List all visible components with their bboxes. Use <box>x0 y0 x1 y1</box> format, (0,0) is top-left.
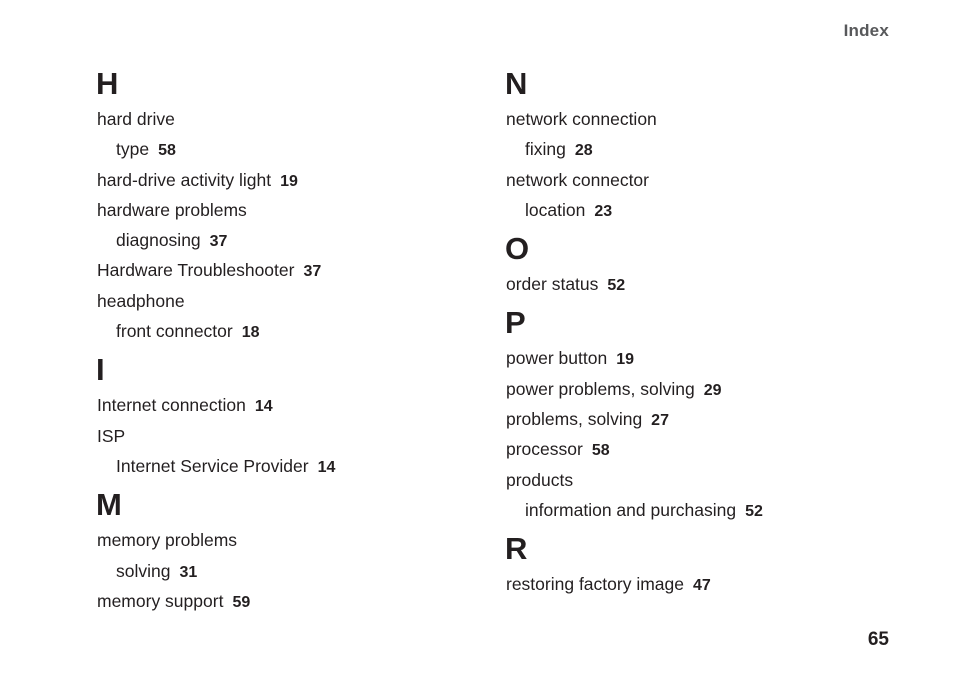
index-entry <box>506 465 886 495</box>
index-section-h <box>97 64 477 346</box>
section-letter: N <box>505 66 528 101</box>
index-entry <box>506 343 886 373</box>
section-letter: I <box>96 352 105 388</box>
index-entry <box>506 569 886 599</box>
entry-text: power button <box>506 348 608 369</box>
entry-text: products <box>506 469 574 490</box>
index-entry <box>97 525 477 555</box>
index-entry <box>97 104 477 134</box>
page-reference: 23 <box>594 202 613 220</box>
page-reference: 19 <box>616 351 634 369</box>
index-entry <box>97 286 477 316</box>
index-section-m <box>97 485 477 616</box>
entry-text: fixing <box>525 139 566 160</box>
entry-text: type <box>116 139 150 160</box>
page-reference: 29 <box>703 381 722 399</box>
page-reference: 47 <box>693 577 711 595</box>
entry-text: memory problems <box>97 530 238 551</box>
index-entry <box>97 255 477 285</box>
page-reference: 52 <box>745 502 763 520</box>
entry-text: processor <box>506 439 583 460</box>
page-reference: 28 <box>574 142 593 160</box>
index-entry <box>506 434 886 464</box>
index-subentry <box>97 134 477 164</box>
index-section-p <box>506 303 886 525</box>
index-column-right <box>506 64 886 600</box>
entry-text: diagnosing <box>116 230 201 251</box>
entry-text: power problems, solving <box>506 378 695 399</box>
index-section-o <box>506 229 886 299</box>
index-entry <box>97 390 477 420</box>
entry-text: Internet connection <box>97 395 246 416</box>
index-section-i <box>97 350 477 481</box>
index-section-r <box>506 529 886 599</box>
page-reference: 58 <box>158 142 176 160</box>
index-subentry <box>506 195 886 225</box>
index-subentry <box>97 451 477 481</box>
page-reference: 27 <box>651 412 669 430</box>
index-entry <box>506 165 886 195</box>
index-entry <box>97 165 477 195</box>
index-entry <box>506 104 886 134</box>
entry-text: hard drive <box>97 109 175 129</box>
page-reference: 59 <box>232 593 251 611</box>
index-entry <box>506 404 886 434</box>
page-number: 65 <box>867 629 889 650</box>
page-reference: 37 <box>209 233 228 251</box>
index-subentry <box>97 556 477 586</box>
entry-text: restoring factory image <box>506 574 684 595</box>
index-entry <box>97 421 477 451</box>
page-reference: 18 <box>241 324 260 342</box>
entry-text: solving <box>116 560 171 581</box>
entry-text: information and purchasing <box>525 499 737 520</box>
index-entry <box>506 374 886 404</box>
running-head-title: Index <box>843 21 889 40</box>
page-reference: 31 <box>179 563 198 581</box>
page-reference: 14 <box>254 398 273 416</box>
entry-text: Hardware Troubleshooter <box>97 260 295 281</box>
entry-text: problems, solving <box>506 409 643 430</box>
entry-text: Internet Service Provider <box>116 455 309 476</box>
index-subentry <box>506 134 886 164</box>
entry-text: network connection <box>506 109 657 129</box>
index-entry <box>97 195 477 225</box>
page-reference: 58 <box>591 442 610 460</box>
index-entry <box>506 269 886 299</box>
page-reference: 37 <box>303 263 322 281</box>
entry-text: memory support <box>97 590 224 611</box>
page-reference: 19 <box>280 172 298 190</box>
index-column-left <box>97 64 477 616</box>
entry-text: location <box>525 199 586 220</box>
section-letter: H <box>96 66 119 101</box>
index-subentry <box>506 495 886 525</box>
index-entry <box>97 586 477 616</box>
index-section-n <box>506 64 886 225</box>
section-letter: M <box>96 487 122 523</box>
index-subentry <box>97 316 477 346</box>
entry-text: network connector <box>506 169 649 190</box>
section-letter: O <box>505 231 530 267</box>
entry-text: headphone <box>97 290 185 311</box>
entry-text: hard-drive activity light <box>97 169 272 190</box>
section-letter: P <box>505 305 526 341</box>
page-reference: 14 <box>317 458 336 476</box>
entry-text: front connector <box>116 321 233 342</box>
section-letter: R <box>505 531 528 567</box>
entry-text: ISP <box>97 425 126 446</box>
index-subentry <box>97 225 477 255</box>
entry-text: order status <box>506 274 599 295</box>
entry-text: hardware problems <box>97 199 247 220</box>
page-reference: 52 <box>607 277 626 295</box>
